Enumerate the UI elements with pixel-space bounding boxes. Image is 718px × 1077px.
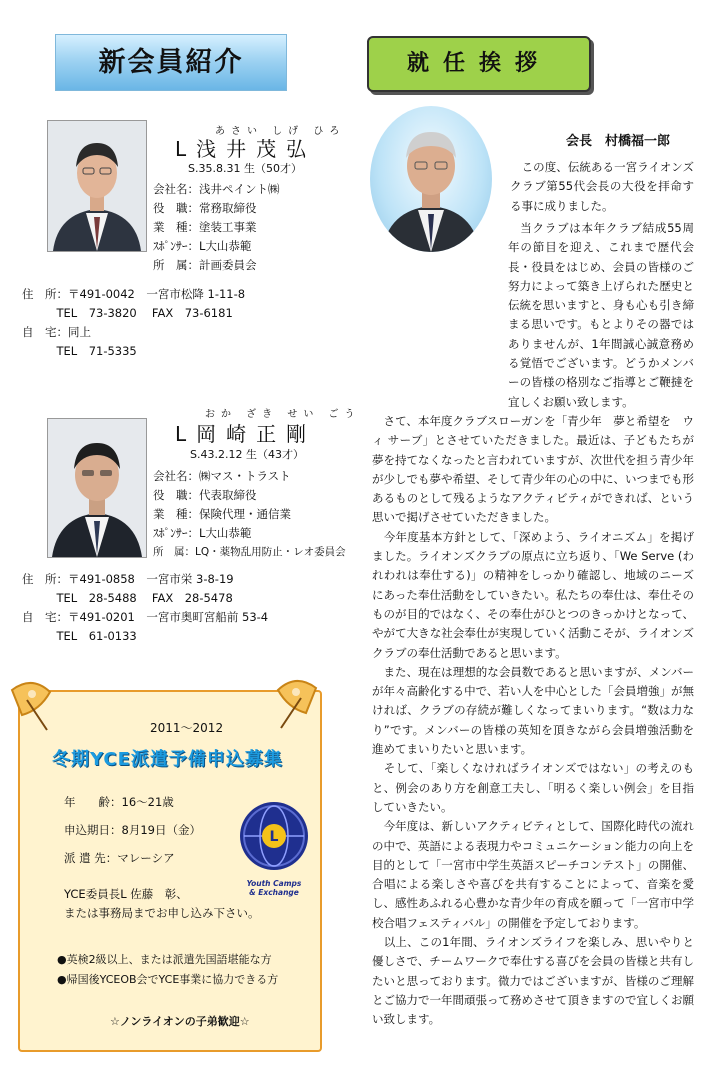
flyer-contact-2: または事務局までお申し込み下さい。	[64, 906, 260, 920]
member-photo-okazaki	[47, 418, 147, 558]
member-1-details	[153, 180, 280, 275]
member-1-address-line: 住 所：〒491-0042 一宮市松降 1-11-8	[22, 287, 246, 301]
greeting-text-6: そして、「楽しくなければライオンズではない」の考えのもと、例会のあり方を創意工夫し、「明るく楽しい例会」を目指していきたい。	[372, 761, 694, 814]
flyer-contact-1: YCE委員長L 佐藤 彰、	[64, 887, 188, 901]
greeting-text-8: 以上、この1年間、ライオンズライフを楽しみ、思いやりと優しさで、チームワークで奉仕する喜びを会員の皆様と共有したいと思っております。微力ではございますが、皆様のご理解とご協力で一年間頑張って務めさせて頂きますので宜しくお願い致します。	[372, 934, 694, 1027]
pushpin-left-icon	[2, 670, 72, 740]
member-2-details	[153, 467, 346, 562]
greeting-text-5: また、現在は理想的な会員数であると思いますが、メンバーが年々高齢化する中で、若い人を中心とした「会員増強」が無ければ、クラブの存続が難しくなってまいります。“数は力なり”です。メンバーの皆様の英知を頂きながら会員増強活動を進めてまいりたいと思います。	[372, 664, 694, 757]
member-2-address	[22, 570, 268, 646]
president-name: 会長 村橋福一郎	[566, 134, 671, 149]
pushpin-right-icon	[256, 668, 326, 738]
member-1-address	[22, 285, 245, 361]
member-1-committee: 所 属：計画委員会	[153, 258, 257, 272]
member-2-sponsor: ｽﾎﾟﾝｻｰ：L大山恭範	[153, 526, 252, 540]
greeting-body	[372, 219, 694, 1029]
badge-text-1: Youth Camps	[246, 879, 302, 888]
svg-text:L: L	[269, 829, 279, 845]
new-members-header	[55, 34, 287, 91]
member-1-company: 会社名：浅井ペイント㈱	[153, 182, 280, 196]
greeting-text-1: この度、伝統ある一宮ライオンズクラブ第55代会長の大役を拝命する事に成りました。	[510, 160, 694, 213]
flyer-title: 冬期YCE派遣予備申込募集	[52, 749, 283, 770]
member-2-industry: 業 種：保険代理・通信業	[153, 507, 291, 521]
member-1-home: 自 宅：同上	[22, 325, 91, 339]
greeting-title: 就任挨拶	[406, 51, 551, 76]
greeting-text-7: 今年度は、新しいアクティビティとして、国際化時代の流れの中で、英語による表現力やコミュニケーション能力の向上を目的として「一宮市中学生英語スピーチコンテスト」の開催、合唱による楽しさや喜びを共有することによって、音楽を愛し、感性あふれる心豊かな青少年の育成を願って「一宮市中学校合唱フェスティバル」の開催を予定しております。	[372, 819, 694, 930]
flyer-age: 年 齢：16～21歳	[64, 795, 174, 809]
member-1-name: L浅井茂弘	[175, 137, 317, 161]
member-2-home: 自 宅：〒491-0201 一宮市奥町宮船前 53-4	[22, 610, 269, 624]
member-photo-asai	[47, 120, 147, 252]
yce-badge	[237, 798, 311, 898]
member-1-industry: 業 種：塗装工事業	[153, 220, 257, 234]
flyer-condition-2: ●帰国後YCEOB会でYCE事業に協力できる方	[57, 973, 279, 986]
flyer-destination: 派 遣 先：マレーシア	[64, 851, 175, 865]
greeting-text-3: さて、本年度クラブスローガンを「青少年 夢と希望を ウィ サーブ」とさせていただきました。最近は、子どもたちが夢を持てなくなったと言われていますが、次世代を担う青少年が少しでも夢や希望、そして青少年の心の中に、いつまでも形あるものとして残るようなアクティビティができれば、という思いで掲げさせていただきました。	[372, 413, 694, 525]
member-1-birth: S.35.8.31 生（50才）	[188, 162, 302, 175]
member-2-committee: 所 属：LQ・薬物乱用防止・レオ委員会	[153, 546, 346, 558]
member-2-phone: TEL 28-5488 FAX 28-5478	[22, 591, 233, 605]
flyer-footer: ☆ノンライオンの子弟歓迎☆	[110, 1015, 250, 1028]
member-1-sponsor: ｽﾎﾟﾝｻｰ：L大山恭範	[153, 239, 252, 253]
member-2-ruby: おか ざき せい ごう	[205, 409, 361, 420]
member-2-birth: S.43.2.12 生（43才）	[190, 448, 304, 461]
member-2-home-phone: TEL 61-0133	[22, 629, 137, 643]
greeting-paragraph-1	[510, 158, 694, 216]
new-members-title: 新会員紹介	[98, 47, 244, 78]
flyer-deadline: 申込期日：8月19日（金）	[64, 823, 201, 837]
greeting-header	[367, 36, 591, 92]
member-1-phone: TEL 73-3820 FAX 73-6181	[22, 306, 233, 320]
member-2-company: 会社名：㈱マス・トラスト	[153, 469, 291, 483]
lions-globe-logo-icon	[237, 798, 311, 876]
greeting-text-4: 今年度基本方針として、「深めよう、ライオニズム」を掲げました。ライオンズクラブの原点に立ち返り、「We Serve (われわれは奉仕する)」の精神をしっかり確認し、地域のニーズにあった奉仕活動をしていきたい。私たちの奉仕は、奉仕そのものが目的ではなく、その奉仕がひとつのきっかけとなって、やがて大きな社会奉仕が実現していく活動こそが、ライオンズクラブの奉仕活動であると思います。	[372, 529, 694, 660]
member-1-ruby: あさい しげ ひろ	[215, 126, 346, 137]
member-1-position: 役 職：常務取締役	[153, 201, 257, 215]
member-2-name: L岡崎正剛	[175, 422, 317, 446]
badge-text-2: & Exchange	[249, 888, 299, 897]
flyer-condition-1: ●英検2級以上、または派遣先国語堪能な方	[57, 953, 272, 966]
member-2-address-line: 住 所：〒491-0858 一宮市栄 3-8-19	[22, 572, 234, 586]
member-2-position: 役 職：代表取締役	[153, 488, 257, 502]
flyer-year: 2011～2012	[150, 721, 224, 735]
member-1-home-phone: TEL 71-5335	[22, 344, 137, 358]
greeting-text-2: 当クラブは本年クラブ結成55周年の節目を迎え、これまで歴代会長・役員をはじめ、会員の皆様のご努力によって築き上げられた歴史と伝統を思いますと、身も心も引き締まる思いです。もとよりその器ではありませんが、1年間誠心誠意務める覚悟でございます。どうかメンバーの皆様の格別なご指導とご鞭撻を宜しくお願い致します。	[508, 221, 694, 409]
